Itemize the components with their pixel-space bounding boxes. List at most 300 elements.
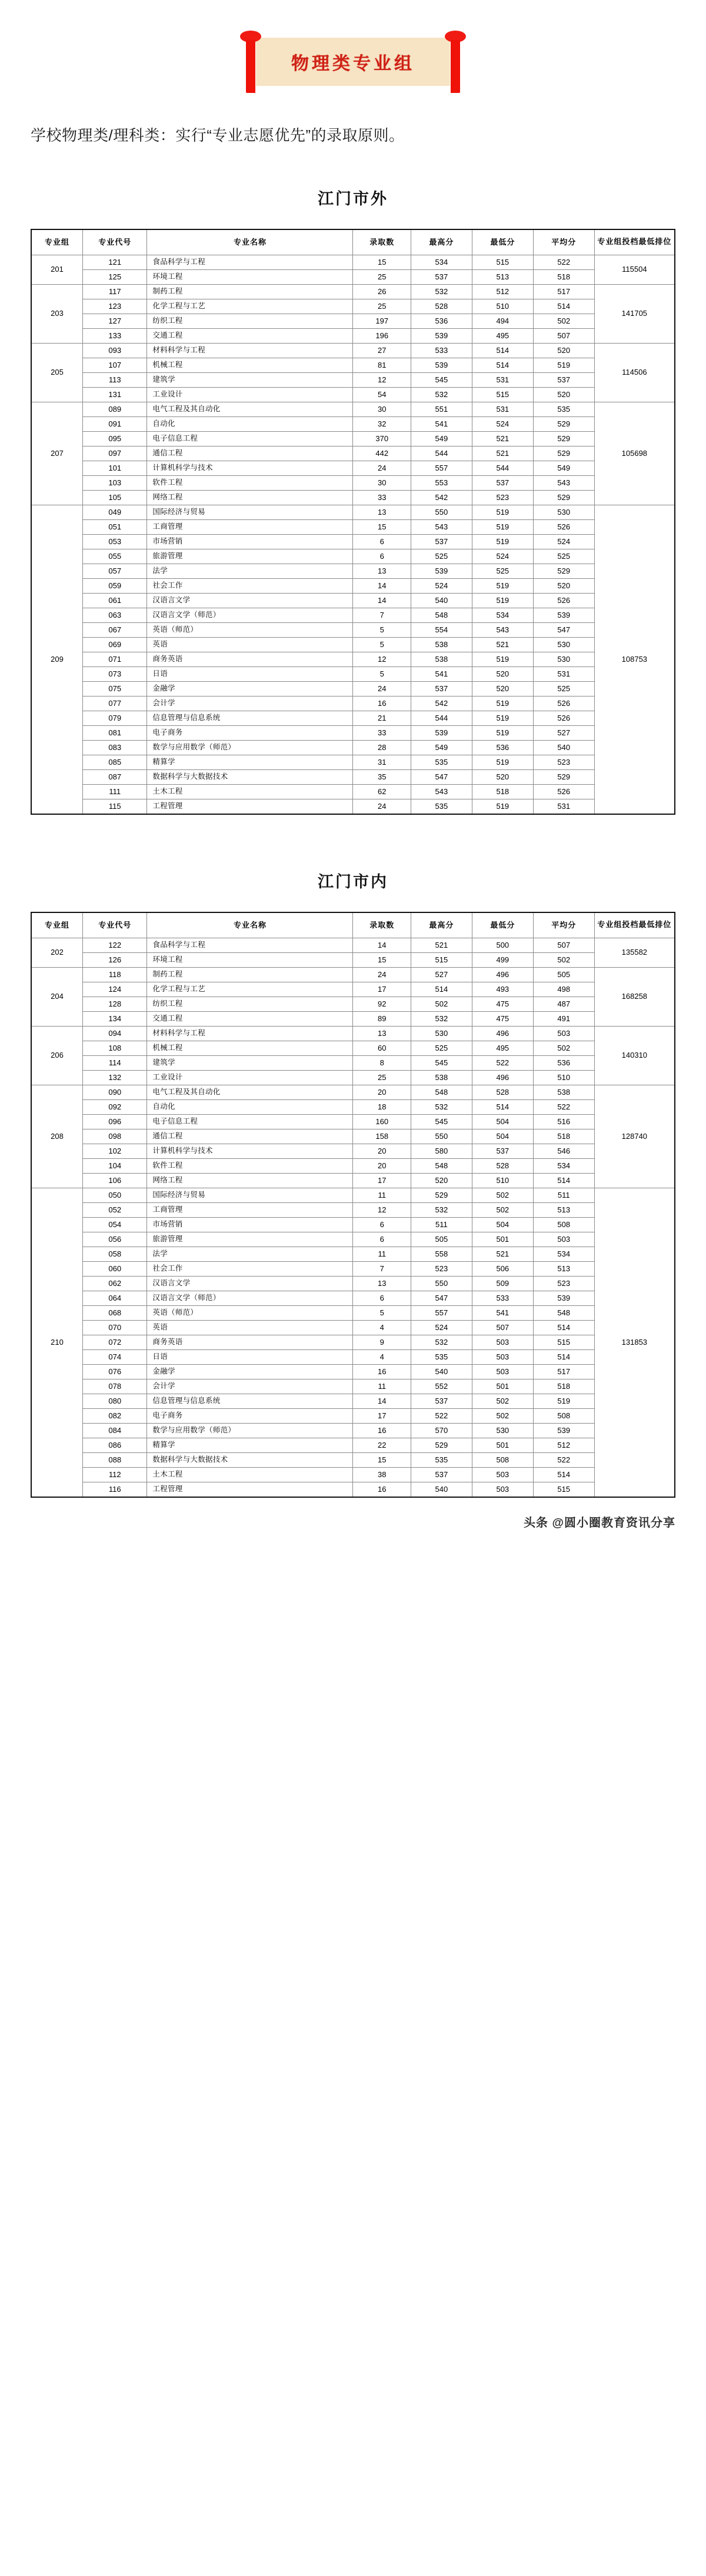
- cell-avg-score: 526: [533, 785, 594, 799]
- cell-admit-count: 15: [353, 1453, 411, 1468]
- cell-admit-count: 62: [353, 785, 411, 799]
- table-row: [31, 1394, 675, 1409]
- cell-min-score: 514: [472, 1100, 533, 1115]
- cell-major-code: 061: [83, 594, 147, 608]
- cell-admit-count: 17: [353, 1174, 411, 1188]
- cell-major-name: 市场营销: [147, 535, 353, 549]
- cell-max-score: 543: [411, 785, 472, 799]
- cell-min-score: 506: [472, 1262, 533, 1277]
- cell-admit-count: 11: [353, 1188, 411, 1203]
- cell-max-score: 532: [411, 1100, 472, 1115]
- cell-max-score: 548: [411, 1085, 472, 1100]
- cell-admit-count: 5: [353, 638, 411, 652]
- header-cell-avg: 平均分: [533, 229, 594, 255]
- cell-min-score: 494: [472, 314, 533, 329]
- cell-group-code: 201: [31, 255, 83, 285]
- cell-major-name: 交通工程: [147, 1012, 353, 1027]
- cell-avg-score: 525: [533, 682, 594, 697]
- table-row: [31, 755, 675, 770]
- table-row: [31, 446, 675, 461]
- cell-group-code: 204: [31, 968, 83, 1027]
- cell-min-score: 514: [472, 358, 533, 373]
- table-row: [31, 1291, 675, 1306]
- cell-major-code: 080: [83, 1394, 147, 1409]
- cell-min-score: 519: [472, 755, 533, 770]
- cell-avg-score: 531: [533, 667, 594, 682]
- cell-admit-count: 13: [353, 1027, 411, 1041]
- table-row: [31, 1218, 675, 1232]
- cell-min-score: 509: [472, 1277, 533, 1291]
- cell-avg-score: 526: [533, 594, 594, 608]
- cell-avg-score: 530: [533, 638, 594, 652]
- table-row: [31, 432, 675, 446]
- table-row: [31, 1144, 675, 1159]
- cell-max-score: 534: [411, 255, 472, 270]
- table-row: [31, 1306, 675, 1321]
- table-row: [31, 299, 675, 314]
- cell-major-name: 自动化: [147, 1100, 353, 1115]
- cell-admit-count: 6: [353, 1291, 411, 1306]
- section-title: 江门市内: [318, 872, 388, 891]
- cell-min-score: 521: [472, 638, 533, 652]
- cell-major-code: 098: [83, 1129, 147, 1144]
- cell-min-score: 536: [472, 741, 533, 755]
- cell-avg-score: 511: [533, 1188, 594, 1203]
- cell-admit-count: 15: [353, 520, 411, 535]
- cell-major-code: 123: [83, 299, 147, 314]
- cell-min-score: 493: [472, 982, 533, 997]
- cell-min-score: 504: [472, 1115, 533, 1129]
- cell-min-score: 522: [472, 1056, 533, 1071]
- cell-avg-score: 524: [533, 535, 594, 549]
- cell-max-score: 548: [411, 608, 472, 623]
- table-row: [31, 549, 675, 564]
- table-row: [31, 1335, 675, 1350]
- cell-min-score: 544: [472, 461, 533, 476]
- table-row: [31, 1277, 675, 1291]
- cell-major-name: 精算学: [147, 1438, 353, 1453]
- cell-avg-score: 517: [533, 285, 594, 299]
- cell-major-code: 075: [83, 682, 147, 697]
- cell-admit-count: 14: [353, 579, 411, 594]
- cell-major-name: 通信工程: [147, 446, 353, 461]
- cell-major-code: 106: [83, 1174, 147, 1188]
- admission-score-table: [31, 229, 675, 815]
- cell-admit-count: 7: [353, 1262, 411, 1277]
- cell-admit-count: 6: [353, 535, 411, 549]
- cell-max-score: 547: [411, 1291, 472, 1306]
- table-row: [31, 608, 675, 623]
- cell-group-min-rank: 141705: [594, 285, 675, 344]
- cell-min-score: 519: [472, 697, 533, 711]
- table-row: [31, 982, 675, 997]
- cell-avg-score: 518: [533, 1129, 594, 1144]
- cell-major-code: 069: [83, 638, 147, 652]
- cell-major-code: 088: [83, 1453, 147, 1468]
- cell-avg-score: 514: [533, 299, 594, 314]
- cell-major-name: 汉语言文学（师范）: [147, 1291, 353, 1306]
- cell-major-code: 111: [83, 785, 147, 799]
- cell-avg-score: 539: [533, 1424, 594, 1438]
- cell-group-min-rank: 105698: [594, 402, 675, 505]
- cell-max-score: 511: [411, 1218, 472, 1232]
- cell-max-score: 550: [411, 1129, 472, 1144]
- cell-major-name: 商务英语: [147, 1335, 353, 1350]
- cell-max-score: 527: [411, 968, 472, 982]
- cell-max-score: 539: [411, 358, 472, 373]
- cell-admit-count: 6: [353, 549, 411, 564]
- cell-max-score: 540: [411, 594, 472, 608]
- cell-max-score: 544: [411, 711, 472, 726]
- cell-avg-score: 522: [533, 1100, 594, 1115]
- cell-admit-count: 32: [353, 417, 411, 432]
- cell-major-code: 083: [83, 741, 147, 755]
- table-row: [31, 373, 675, 388]
- cell-avg-score: 514: [533, 1174, 594, 1188]
- sections-container: [0, 186, 706, 1498]
- cell-min-score: 528: [472, 1159, 533, 1174]
- cell-major-code: 121: [83, 255, 147, 270]
- cell-major-code: 107: [83, 358, 147, 373]
- cell-major-name: 建筑学: [147, 1056, 353, 1071]
- cell-admit-count: 5: [353, 1306, 411, 1321]
- cell-major-code: 103: [83, 476, 147, 491]
- cell-avg-score: 487: [533, 997, 594, 1012]
- cell-admit-count: 4: [353, 1321, 411, 1335]
- table-row: [31, 1262, 675, 1277]
- cell-min-score: 503: [472, 1350, 533, 1365]
- cell-major-name: 金融学: [147, 1365, 353, 1379]
- cell-max-score: 530: [411, 1027, 472, 1041]
- cell-max-score: 532: [411, 1335, 472, 1350]
- table-row: [31, 505, 675, 520]
- table-row: [31, 1041, 675, 1056]
- cell-max-score: 535: [411, 1350, 472, 1365]
- cell-avg-score: 518: [533, 270, 594, 285]
- cell-avg-score: 529: [533, 417, 594, 432]
- header-cell-max: 最高分: [411, 229, 472, 255]
- cell-admit-count: 13: [353, 1277, 411, 1291]
- cell-admit-count: 35: [353, 770, 411, 785]
- cell-max-score: 525: [411, 1041, 472, 1056]
- table-row: [31, 520, 675, 535]
- cell-min-score: 520: [472, 667, 533, 682]
- table-row: [31, 476, 675, 491]
- table-row: [31, 711, 675, 726]
- cell-admit-count: 442: [353, 446, 411, 461]
- cell-major-code: 059: [83, 579, 147, 594]
- cell-major-name: 社会工作: [147, 1262, 353, 1277]
- cell-min-score: 519: [472, 579, 533, 594]
- table-row: [31, 997, 675, 1012]
- cell-avg-score: 503: [533, 1232, 594, 1247]
- cell-major-name: 电子信息工程: [147, 432, 353, 446]
- cell-major-name: 电气工程及其自动化: [147, 402, 353, 417]
- cell-group-min-rank: 168258: [594, 968, 675, 1027]
- table-header-row: [31, 229, 675, 255]
- cell-avg-score: 515: [533, 1482, 594, 1497]
- cell-max-score: 549: [411, 432, 472, 446]
- cell-max-score: 520: [411, 1174, 472, 1188]
- cell-avg-score: 502: [533, 953, 594, 968]
- cell-avg-score: 520: [533, 579, 594, 594]
- section-title: 江门市外: [318, 189, 388, 208]
- cell-major-code: 062: [83, 1277, 147, 1291]
- cell-max-score: 536: [411, 314, 472, 329]
- cell-group-code: 206: [31, 1027, 83, 1085]
- table-row: [31, 270, 675, 285]
- cell-min-score: 475: [472, 1012, 533, 1027]
- cell-group-code: 208: [31, 1085, 83, 1188]
- table-row: [31, 1085, 675, 1100]
- cell-min-score: 503: [472, 1335, 533, 1350]
- cell-max-score: 532: [411, 285, 472, 299]
- table-row: [31, 329, 675, 344]
- header-cell-avg: 平均分: [533, 912, 594, 938]
- cell-major-name: 工程管理: [147, 799, 353, 814]
- cell-max-score: 570: [411, 1424, 472, 1438]
- cell-min-score: 543: [472, 623, 533, 638]
- cell-major-code: 074: [83, 1350, 147, 1365]
- cell-major-name: 纺织工程: [147, 997, 353, 1012]
- cell-min-score: 519: [472, 535, 533, 549]
- cell-min-score: 519: [472, 505, 533, 520]
- cell-major-name: 工业设计: [147, 1071, 353, 1085]
- cell-major-name: 精算学: [147, 755, 353, 770]
- table-row: [31, 799, 675, 814]
- table-row: [31, 1174, 675, 1188]
- cell-group-min-rank: 140310: [594, 1027, 675, 1085]
- cell-max-score: 538: [411, 652, 472, 667]
- cell-major-code: 134: [83, 1012, 147, 1027]
- cell-max-score: 528: [411, 299, 472, 314]
- cell-major-name: 商务英语: [147, 652, 353, 667]
- cell-min-score: 533: [472, 1291, 533, 1306]
- cell-major-name: 通信工程: [147, 1129, 353, 1144]
- cell-major-code: 084: [83, 1424, 147, 1438]
- cell-major-code: 067: [83, 623, 147, 638]
- cell-max-score: 543: [411, 520, 472, 535]
- table-row: [31, 1247, 675, 1262]
- table-row: [31, 1203, 675, 1218]
- cell-major-code: 092: [83, 1100, 147, 1115]
- cell-min-score: 475: [472, 997, 533, 1012]
- cell-max-score: 545: [411, 1056, 472, 1071]
- cell-group-min-rank: 131853: [594, 1188, 675, 1497]
- cell-avg-score: 516: [533, 1115, 594, 1129]
- cell-major-code: 091: [83, 417, 147, 432]
- cell-major-code: 082: [83, 1409, 147, 1424]
- cell-min-score: 504: [472, 1218, 533, 1232]
- cell-major-name: 法学: [147, 564, 353, 579]
- cell-avg-score: 510: [533, 1071, 594, 1085]
- cell-major-code: 131: [83, 388, 147, 402]
- cell-avg-score: 514: [533, 1468, 594, 1482]
- cell-major-code: 071: [83, 652, 147, 667]
- cell-major-name: 市场营销: [147, 1218, 353, 1232]
- cell-max-score: 553: [411, 476, 472, 491]
- cell-avg-score: 508: [533, 1409, 594, 1424]
- cell-min-score: 518: [472, 785, 533, 799]
- cell-major-code: 064: [83, 1291, 147, 1306]
- table-row: [31, 697, 675, 711]
- banner-title: 物理类专业组: [291, 54, 415, 74]
- cell-major-code: 076: [83, 1365, 147, 1379]
- cell-admit-count: 18: [353, 1100, 411, 1115]
- cell-avg-score: 502: [533, 1041, 594, 1056]
- cell-group-code: 209: [31, 505, 83, 814]
- cell-max-score: 533: [411, 344, 472, 358]
- table-row: [31, 358, 675, 373]
- cell-group-min-rank: 108753: [594, 505, 675, 814]
- cell-group-code: 205: [31, 344, 83, 402]
- cell-max-score: 545: [411, 1115, 472, 1129]
- cell-avg-score: 527: [533, 726, 594, 741]
- cell-major-name: 汉语言文学（师范）: [147, 608, 353, 623]
- cell-major-code: 070: [83, 1321, 147, 1335]
- cell-min-score: 496: [472, 1071, 533, 1085]
- cell-admit-count: 12: [353, 652, 411, 667]
- cell-major-name: 数学与应用数学（师范）: [147, 1424, 353, 1438]
- cell-major-name: 食品科学与工程: [147, 255, 353, 270]
- cell-max-score: 557: [411, 1306, 472, 1321]
- cell-major-code: 052: [83, 1203, 147, 1218]
- cell-group-code: 202: [31, 938, 83, 968]
- cell-avg-score: 526: [533, 520, 594, 535]
- cell-avg-score: 502: [533, 314, 594, 329]
- cell-major-code: 096: [83, 1115, 147, 1129]
- cell-major-code: 060: [83, 1262, 147, 1277]
- table-row: [31, 417, 675, 432]
- cell-admit-count: 92: [353, 997, 411, 1012]
- cell-max-score: 544: [411, 446, 472, 461]
- header-cell-count: 录取数: [353, 229, 411, 255]
- table-container: [0, 229, 706, 815]
- header-cell-code: 专业代号: [83, 912, 147, 938]
- cell-group-min-rank: 114506: [594, 344, 675, 402]
- cell-admit-count: 7: [353, 608, 411, 623]
- cell-admit-count: 9: [353, 1335, 411, 1350]
- table-row: [31, 1012, 675, 1027]
- cell-max-score: 554: [411, 623, 472, 638]
- cell-major-name: 社会工作: [147, 579, 353, 594]
- cell-major-code: 116: [83, 1482, 147, 1497]
- cell-max-score: 532: [411, 1203, 472, 1218]
- cell-max-score: 523: [411, 1262, 472, 1277]
- table-row: [31, 314, 675, 329]
- cell-major-name: 工商管理: [147, 520, 353, 535]
- table-row: [31, 255, 675, 270]
- cell-admit-count: 16: [353, 1365, 411, 1379]
- cell-admit-count: 4: [353, 1350, 411, 1365]
- table-row: [31, 1424, 675, 1438]
- cell-major-name: 电子商务: [147, 726, 353, 741]
- cell-max-score: 542: [411, 491, 472, 505]
- cell-admit-count: 15: [353, 953, 411, 968]
- cell-min-score: 496: [472, 968, 533, 982]
- cell-min-score: 537: [472, 1144, 533, 1159]
- cell-major-name: 汉语言文学: [147, 594, 353, 608]
- cell-admit-count: 31: [353, 755, 411, 770]
- header-cell-rank: 专业组投档最低排位: [594, 912, 675, 938]
- cell-min-score: 524: [472, 417, 533, 432]
- cell-major-name: 电子信息工程: [147, 1115, 353, 1129]
- cell-avg-score: 543: [533, 476, 594, 491]
- cell-max-score: 535: [411, 755, 472, 770]
- cell-admit-count: 33: [353, 491, 411, 505]
- cell-major-name: 旅游管理: [147, 549, 353, 564]
- cell-major-code: 053: [83, 535, 147, 549]
- cell-avg-score: 539: [533, 1291, 594, 1306]
- cell-max-score: 539: [411, 329, 472, 344]
- table-row: [31, 938, 675, 953]
- cell-major-code: 057: [83, 564, 147, 579]
- cell-admit-count: 6: [353, 1218, 411, 1232]
- cell-min-score: 495: [472, 1041, 533, 1056]
- cell-major-code: 077: [83, 697, 147, 711]
- cell-admit-count: 20: [353, 1144, 411, 1159]
- cell-min-score: 519: [472, 799, 533, 814]
- cell-major-name: 土木工程: [147, 1468, 353, 1482]
- cell-min-score: 503: [472, 1365, 533, 1379]
- header-cell-rank: 专业组投档最低排位: [594, 229, 675, 255]
- cell-max-score: 532: [411, 1012, 472, 1027]
- cell-group-min-rank: 115504: [594, 255, 675, 285]
- cell-avg-score: 549: [533, 461, 594, 476]
- cell-admit-count: 17: [353, 1409, 411, 1424]
- cell-max-score: 529: [411, 1438, 472, 1453]
- cell-avg-score: 540: [533, 741, 594, 755]
- cell-avg-score: 531: [533, 799, 594, 814]
- cell-major-code: 128: [83, 997, 147, 1012]
- banner-pole-right-icon: [449, 31, 462, 93]
- cell-major-name: 英语（师范）: [147, 623, 353, 638]
- cell-max-score: 557: [411, 461, 472, 476]
- cell-min-score: 504: [472, 1129, 533, 1144]
- table-row: [31, 579, 675, 594]
- table-row: [31, 968, 675, 982]
- cell-admit-count: 5: [353, 667, 411, 682]
- cell-major-code: 095: [83, 432, 147, 446]
- cell-major-name: 纺织工程: [147, 314, 353, 329]
- cell-major-code: 113: [83, 373, 147, 388]
- cell-max-score: 514: [411, 982, 472, 997]
- cell-major-name: 国际经济与贸易: [147, 505, 353, 520]
- cell-avg-score: 529: [533, 564, 594, 579]
- cell-max-score: 505: [411, 1232, 472, 1247]
- cell-min-score: 521: [472, 446, 533, 461]
- cell-major-code: 072: [83, 1335, 147, 1350]
- cell-avg-score: 515: [533, 1335, 594, 1350]
- cell-group-min-rank: 128740: [594, 1085, 675, 1188]
- table-row: [31, 285, 675, 299]
- cell-admit-count: 196: [353, 329, 411, 344]
- cell-avg-score: 529: [533, 446, 594, 461]
- cell-major-code: 112: [83, 1468, 147, 1482]
- table-row: [31, 1056, 675, 1071]
- cell-major-name: 材料科学与工程: [147, 1027, 353, 1041]
- cell-admit-count: 25: [353, 299, 411, 314]
- table-row: [31, 770, 675, 785]
- table-row: [31, 1129, 675, 1144]
- cell-major-code: 118: [83, 968, 147, 982]
- cell-major-name: 国际经济与贸易: [147, 1188, 353, 1203]
- cell-major-code: 102: [83, 1144, 147, 1159]
- cell-major-name: 计算机科学与技术: [147, 461, 353, 476]
- cell-admit-count: 8: [353, 1056, 411, 1071]
- cell-min-score: 503: [472, 1482, 533, 1497]
- header-cell-code: 专业代号: [83, 229, 147, 255]
